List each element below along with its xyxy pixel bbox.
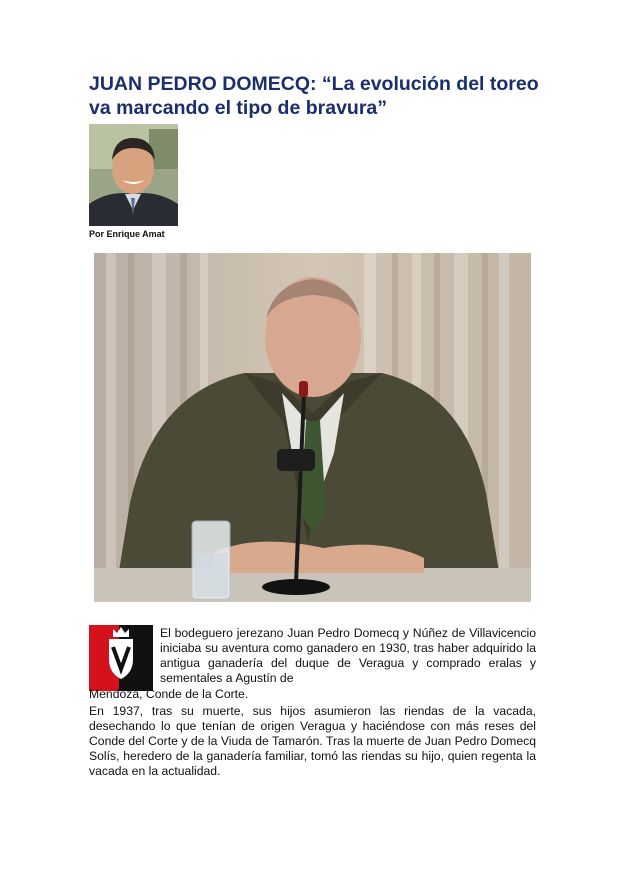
article-title: JUAN PEDRO DOMECQ: “La evolución del toreo va marcando el tipo de bravura” [89,73,539,119]
main-photo [94,253,531,602]
paragraph-history: En 1937, tras su muerte, sus hijos asumieron las riendas de la vacada, desechando lo que tenían de origen Veragua y haciéndose con más reses del Conde del Corte y de la Viuda de Tamarón. Tras la muerte de Juan Pedro Domecq Solís, heredero de la ganadería familiar, tomó las riendas su hijo, quien regenta la vacada en la actualidad. [89,704,536,778]
ganaderia-logo [89,625,153,691]
author-byline: Por Enrique Amat [89,229,165,239]
paragraph-intro-tail: Mendoza, Conde de la Corte. [89,687,249,701]
speaker-photo-image [94,253,531,602]
paragraph-intro: El bodeguero jerezano Juan Pedro Domecq y Núñez de Villavicencio iniciaba su aventura como ganadero en 1930, tras haber adquirido la antigua ganadería del duque de Veragua y comprado eralas y sementales a Agustín de [160,626,536,685]
author-portrait-image [89,124,178,226]
brand-shield-icon [89,625,153,691]
author-photo [89,124,178,226]
